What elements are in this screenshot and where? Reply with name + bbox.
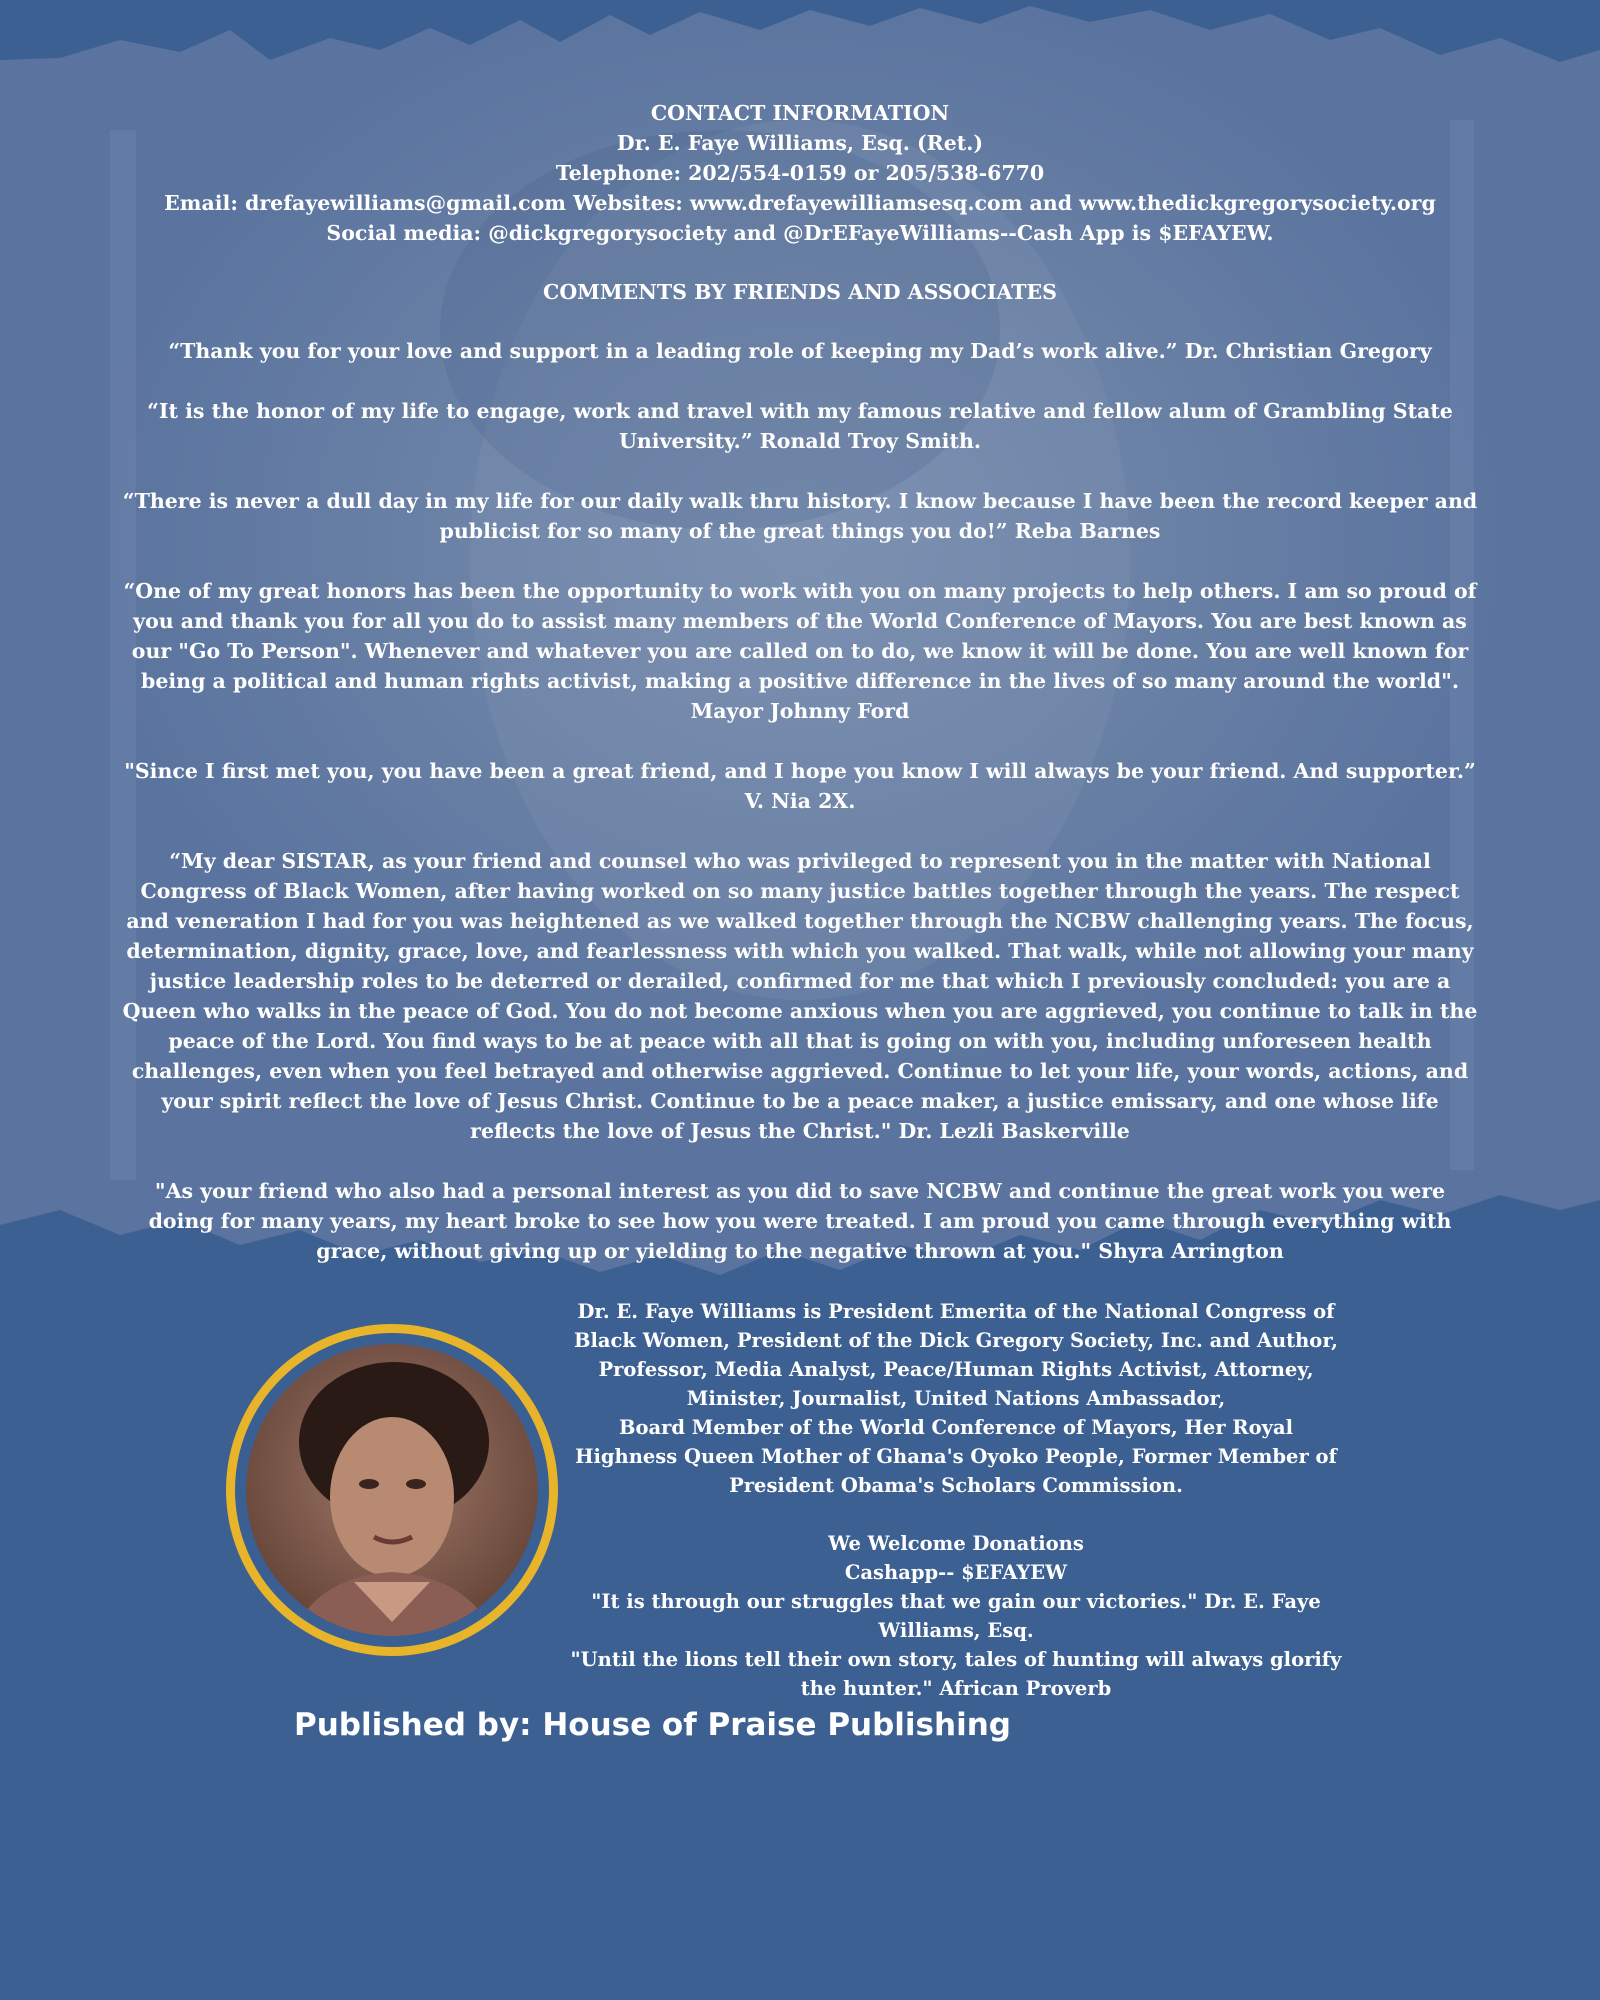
contact-name: Dr. E. Faye Williams, Esq. (Ret.) <box>616 131 984 155</box>
quote-shyra-arrington: "As your friend who also had a personal interest as you did to save NCBW and continue the great work you were doing for many years, my heart broke to see how you were treated. I am proud you came through everything with grace, without giving up or yielding to the negative thrown at you." Shyra Arrington <box>148 1179 1452 1263</box>
quote-reba-barnes: “There is never a dull day in my life for our daily walk thru history. I know because I have been the record keeper and publicist for so many of the great things you do!” Reba Barnes <box>122 489 1478 543</box>
quote-v-nia-2x: "Since I first met you, you have been a great friend, and I hope you know I will always be your friend. And supporter.” V. Nia 2X. <box>124 759 1476 813</box>
cashapp-handle: Cashapp-- $EFAYEW <box>844 1561 1068 1584</box>
contact-section <box>120 98 1480 248</box>
contact-social: Social media: @dickgregorysociety and @DrEFayeWilliams--Cash App is $EFAYEW. <box>326 221 1274 245</box>
african-proverb: "Until the lions tell their own story, tales of hunting will always glorify the hunter." African Proverb <box>570 1648 1342 1700</box>
contact-telephone: Telephone: 202/554-0159 or 205/538-6770 <box>555 161 1045 185</box>
quote-johnny-ford: “One of my great honors has been the opportunity to work with you on many projects to help others. I am so proud of you and thank you for all you do to assist many members of the World Conference of Mayors. You are best known as our "Go To Person". Whenever and whatever you are called on to do, we know it will be done. You are well known for being a political and human rights activist, making a positive difference in the lives of so many around the world". Mayor Johnny Ford <box>123 579 1477 723</box>
bio-section <box>566 1297 1346 1703</box>
donations-heading: We Welcome Donations <box>828 1532 1084 1555</box>
publisher-credit: Published by: House of Praise Publishing <box>294 1707 1011 1743</box>
main-content <box>120 98 1480 1296</box>
bio-paragraph: Dr. E. Faye Williams is President Emerita of the National Congress of Black Women, President of the Dick Gregory Society, Inc. and Author, Professor, Media Analyst, Peace/Human Rights Activist, Attorney, Minister, Journalist, United Nations Ambassador, <box>574 1300 1338 1410</box>
contact-heading: CONTACT INFORMATION <box>650 101 950 125</box>
bio-paragraph-2: Board Member of the World Conference of Mayors, Her Royal Highness Queen Mother of Ghana's Oyoko People, Former Member of President Obama's Scholars Commission. <box>575 1416 1337 1497</box>
struggles-quote: "It is through our struggles that we gain our victories." Dr. E. Faye Williams, Esq. <box>591 1590 1321 1642</box>
quote-christian-gregory: “Thank you for your love and support in a leading role of keeping my Dad’s work alive.” Dr. Christian Gregory <box>168 339 1432 363</box>
portrait-photo <box>224 1322 560 1658</box>
quote-ronald-troy-smith: “It is the honor of my life to engage, work and travel with my famous relative and fellow alum of Grambling State University.” Ronald Troy Smith. <box>147 399 1453 453</box>
quote-lezli-baskerville: “My dear SISTAR, as your friend and counsel who was privileged to represent you in the matter with National Congress of Black Women, after having worked on so many justice battles together through the years. The respect and veneration I had for you was heightened as we walked together through the NCBW challenging years. The focus, determination, dignity, grace, love, and fearlessness with which you walked. That walk, while not allowing your many justice leadership roles to be deterred or derailed, confirmed for me that which I previously concluded: you are a Queen who walks in the peace of God. You do not become anxious when you are aggrieved, you continue to talk in the peace of the Lord. You find ways to be at peace with all that is going on with you, including unforeseen health challenges, even when you feel betrayed and otherwise aggrieved. Continue to let your life, your words, actions, and your spirit reflect the love of Jesus Christ. Continue to be a peace maker, a justice emissary, and one whose life reflects the love of Jesus the Christ." Dr. Lezli Baskerville <box>122 849 1478 1143</box>
contact-email-websites: Email: drefayewilliams@gmail.com Websites: www.drefayewilliamsesq.com and www.thedickgregorysociety.org <box>164 191 1436 215</box>
comments-heading: COMMENTS BY FRIENDS AND ASSOCIATES <box>543 280 1057 304</box>
